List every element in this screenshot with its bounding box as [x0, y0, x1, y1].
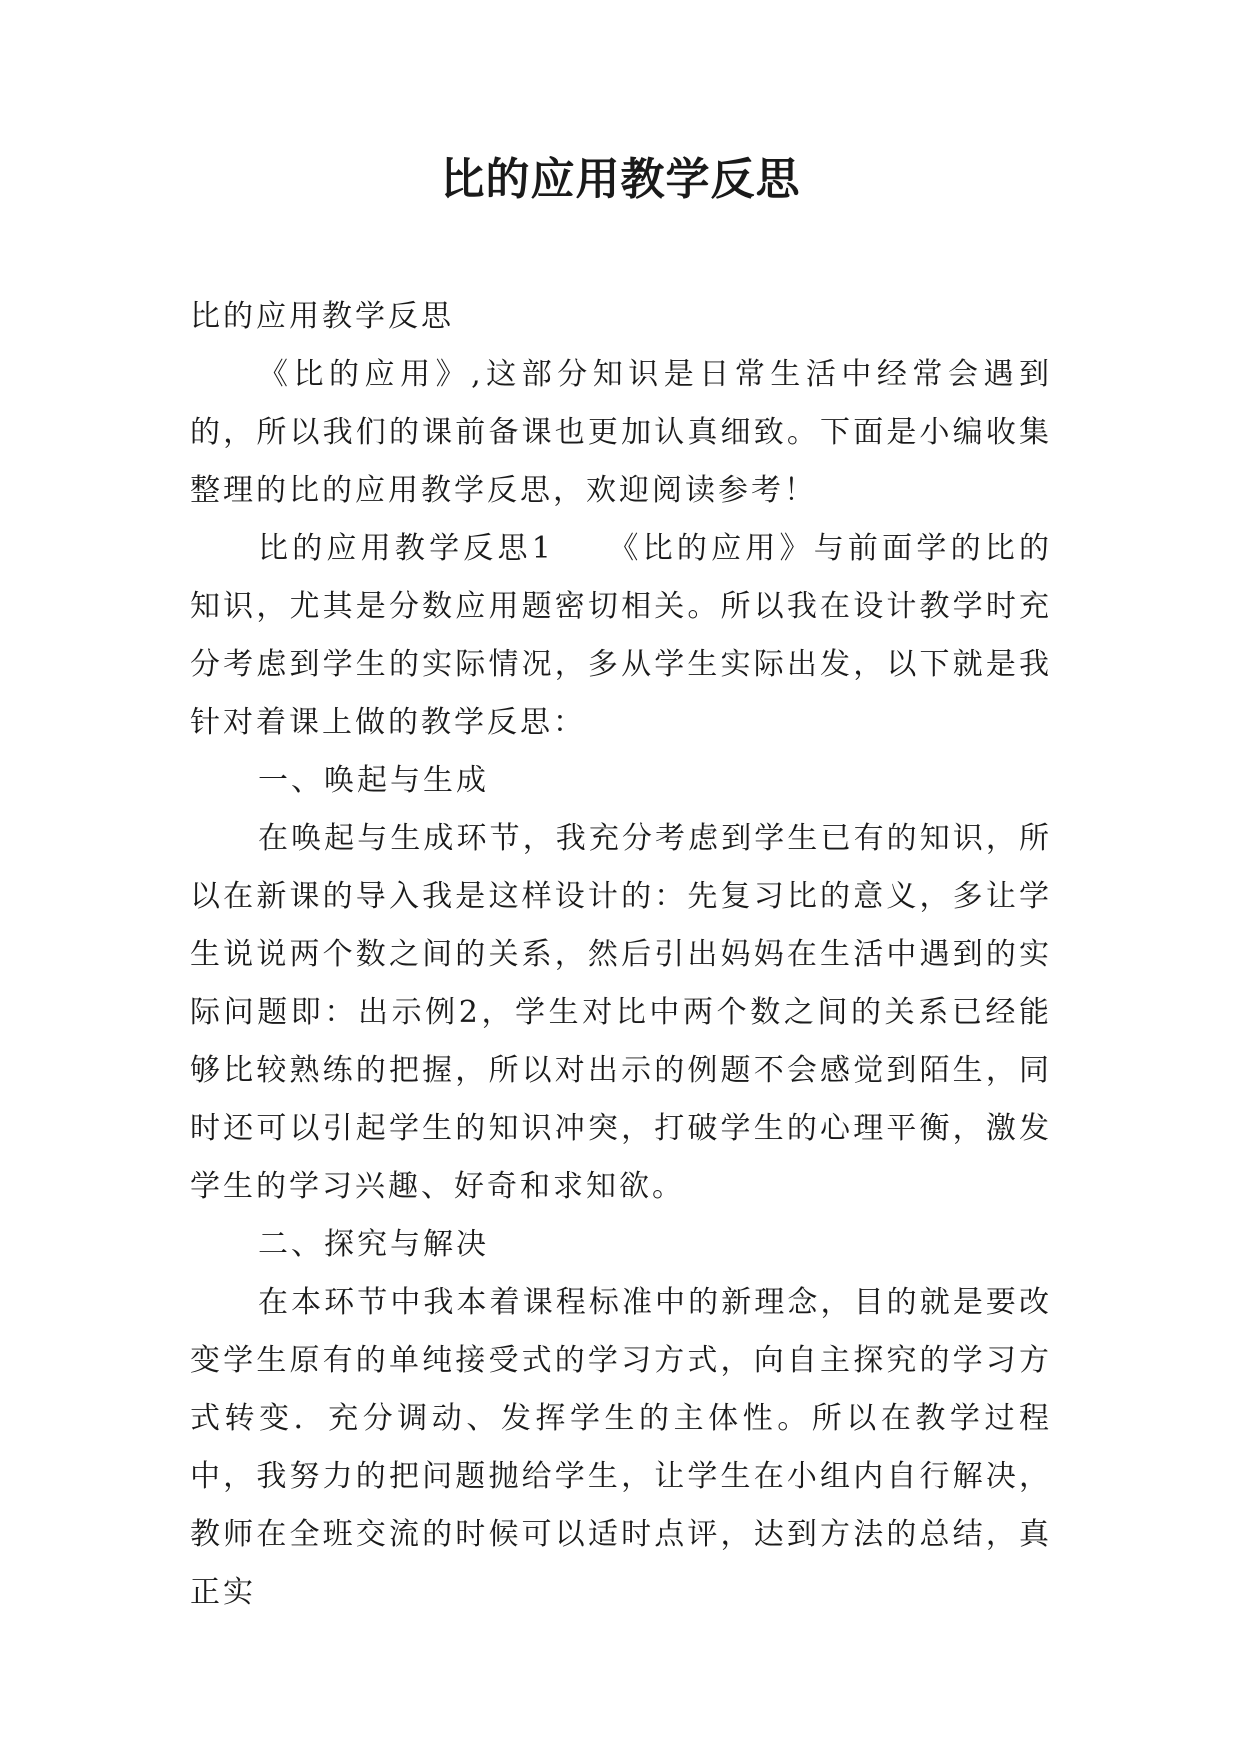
document-title: 比的应用教学反思: [440, 154, 801, 205]
paragraph-intro: 《比的应用》,这部分知识是日常生活中经常会遇到的，所以我们的课前备课也更加认真细致。下面是小编收集整理的比的应用教学反思，欢迎阅读参考！: [190, 357, 1052, 508]
section-heading-2: 二、探究与解决: [258, 1227, 489, 1262]
section-heading-1: 一、唤起与生成: [258, 763, 489, 798]
paragraph-section-1: 在唤起与生成环节，我充分考虑到学生已有的知识，所以在新课的导入我是这样设计的：先复习比的意义，多让学生说说两个数之间的关系，然后引出妈妈在生活中遇到的实际问题即：出示例2，学生对比中两个数之间的关系已经能够比较熟练的把握，所以对出示的例题不会感觉到陌生，同时还可以引起学生的知识冲突，打破学生的心理平衡，激发学生的学习兴趣、好奇和求知欲。: [190, 821, 1052, 1204]
paragraph-heading: 比的应用教学反思: [190, 299, 454, 334]
paragraph-reflection-1: 比的应用教学反思1 《比的应用》与前面学的比的知识，尤其是分数应用题密切相关。所以我在设计教学时充分考虑到学生的实际情况，多从学生实际出发，以下就是我针对着课上做的教学反思：: [190, 531, 1052, 740]
document-body: [190, 288, 1052, 1622]
paragraph-section-2: 在本环节中我本着课程标准中的新理念，目的就是要改变学生原有的单纯接受式的学习方式，向自主探究的学习方式转变．充分调动、发挥学生的主体性。所以在教学过程中，我努力的把问题抛给学生，让学生在小组内自行解决，教师在全班交流的时候可以适时点评，达到方法的总结，真正实: [190, 1285, 1052, 1610]
